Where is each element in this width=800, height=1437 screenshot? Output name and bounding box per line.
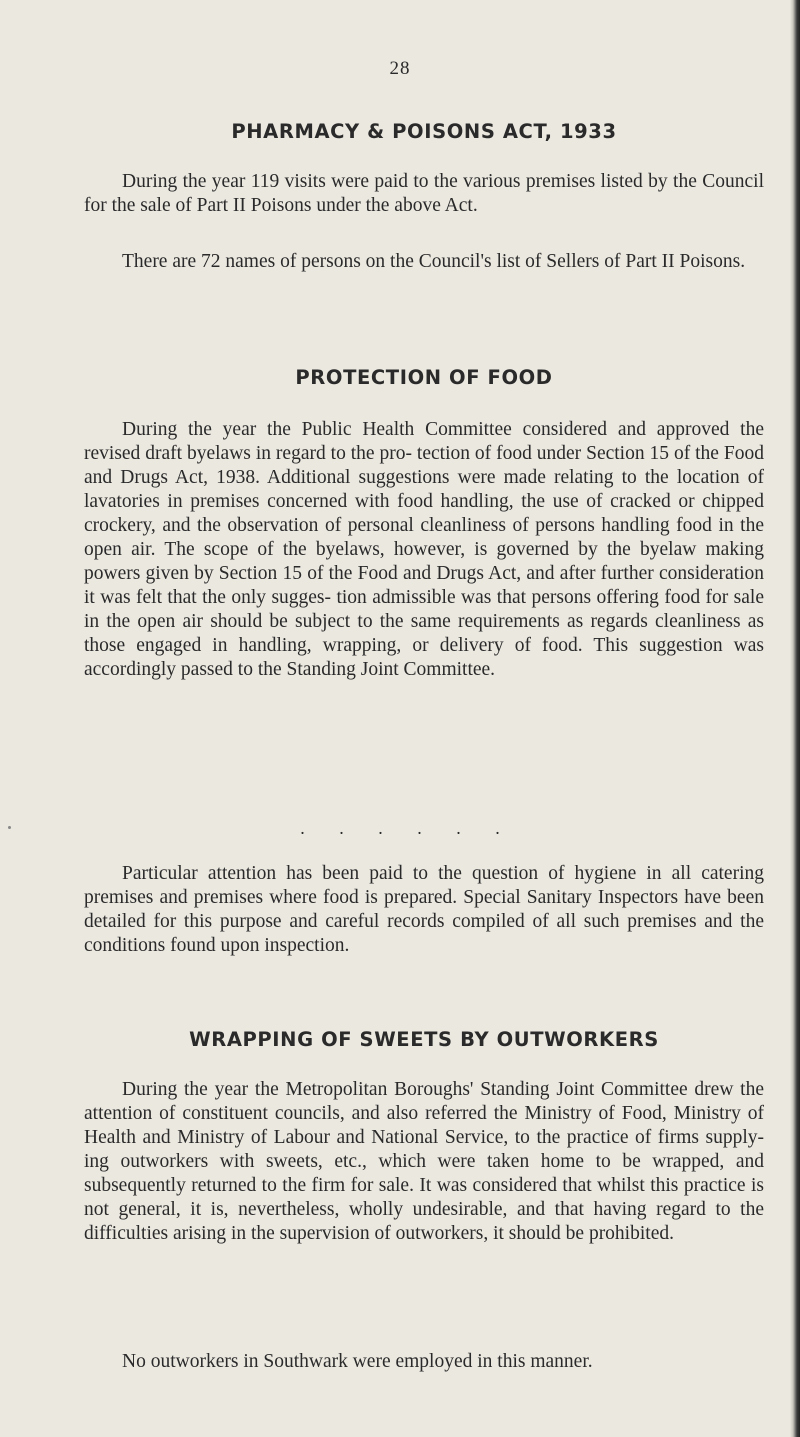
page-edge-shadow (790, 0, 800, 1437)
heading-pharmacy-poisons-act: PHARMACY & POISONS ACT, 1933 (231, 120, 617, 143)
heading-protection-of-food: PROTECTION OF FOOD (295, 366, 553, 389)
paragraph-southwark-outworkers: No outworkers in Southwark were employed in this manner. (122, 1351, 593, 1372)
paragraph-byelaws: During the year the Public Health Committee considered and approved the revised draft byelaws in regard to the pro- tection of food under Section 15 of the Food and Drugs Act, 1938. Additional suggestions were made relating to the location of lavatories in premises concerned with food handling, the use of cracked or chipped crockery, and the observation of personal cleanliness of persons handling food in the open air. The scope of the byelaws, however, is governed by the byelaw making powers given by Section 15 of the Food and Drugs Act, and after further consideration it was felt that the only sugges- tion admissible was that persons offering food for sale in the open air should be subject to the same requirements as regards cleanliness as those engaged in handling, wrapping, or delivery of food. This suggestion was accordingly passed to the Standing Joint Committee. (84, 419, 764, 680)
section-separator: . . . . . . (300, 818, 500, 838)
page-number: 28 (389, 58, 411, 79)
heading-wrapping-of-sweets: WRAPPING OF SWEETS BY OUTWORKERS (189, 1028, 659, 1051)
paragraph-catering-hygiene: Particular attention has been paid to the question of hygiene in all catering premises and premises where food is prepared. Special Sanitary Inspectors have been detailed for this purpose and careful records compiled of all such premises and the conditions found upon inspection. (84, 863, 764, 956)
paragraph-pharmacy-visits: During the year 119 visits were paid to the various premises listed by the Council for the sale of Part II Poisons under the above Act. (84, 171, 764, 216)
margin-mark (8, 826, 11, 829)
paragraph-pharmacy-sellers: There are 72 names of persons on the Council's list of Sellers of Part II Poisons. (122, 251, 746, 272)
paragraph-outworkers-practice: During the year the Metropolitan Boroughs' Standing Joint Committee drew the attention of constituent councils, and also referred the Ministry of Food, Ministry of Health and Ministry of Labour and National Service, to the practice of firms supply- ing outworkers with sweets, etc., which were taken home to be wrapped, and subsequently returned to the firm for sale. It was considered that whilst this practice is not general, it is, nevertheless, wholly undesirable, and that having regard to the difficulties arising in the supervision of outworkers, it should be prohibited. (84, 1079, 764, 1244)
